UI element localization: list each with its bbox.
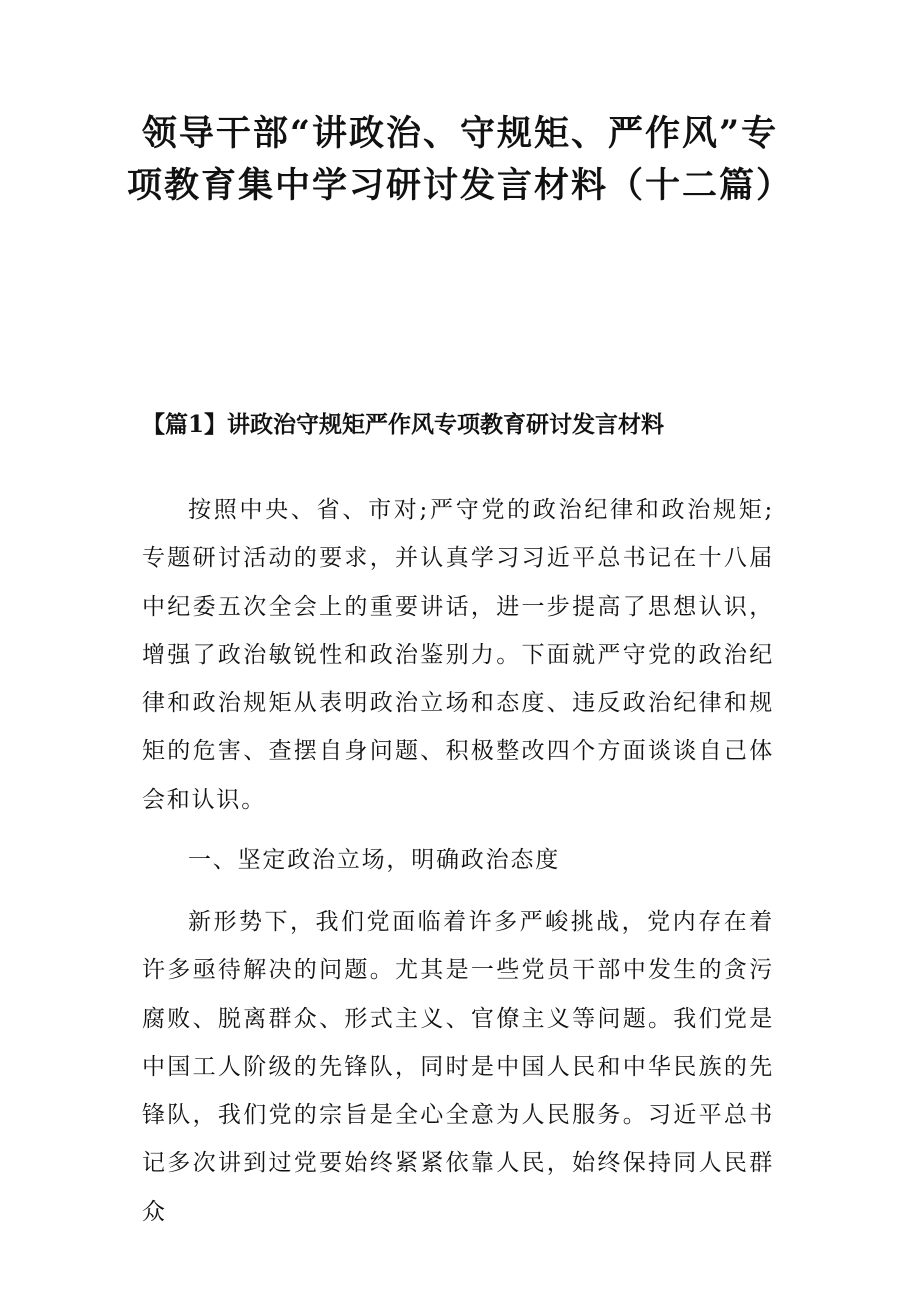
subsection-heading: 一、坚定政治立场，明确政治态度 [188, 847, 560, 873]
title-line-2: 项教育集中学习研讨发言材料（十二篇） [126, 165, 793, 206]
body-paragraph: 按照中央、省、市对;严守党的政治纪律和政治规矩;专题研讨活动的要求，并认真学习习近平总书记在十八届中纪委五次全会上的重要讲话，进一步提高了思想认识，增强了政治敏锐性和政治鉴别力。下面就严守党的政治纪律和政治规矩从表明政治立场和态度、违反政治纪律和规矩的危害、查摆自身问题、积极整改四个方面谈谈自己体会和认识。 [142, 497, 774, 813]
title-line-1: 领导干部“讲政治、守规矩、严作风”专 [141, 113, 779, 154]
document-title [110, 108, 810, 212]
section-heading: 【篇1】讲政治守规矩严作风专项教育研讨发言材料 [142, 411, 665, 438]
body-paragraph: 新形势下，我们党面临着许多严峻挑战，党内存在着许多亟待解决的问题。尤其是一些党员干部中发生的贪污腐败、脱离群众、形式主义、官僚主义等问题。我们党是中国工人阶级的先锋队，同时是中国人民和中华民族的先锋队，我们党的宗旨是全心全意为人民服务。习近平总书记多次讲到过党要始终紧紧依靠人民，始终保持同人民群众 [142, 909, 774, 1225]
